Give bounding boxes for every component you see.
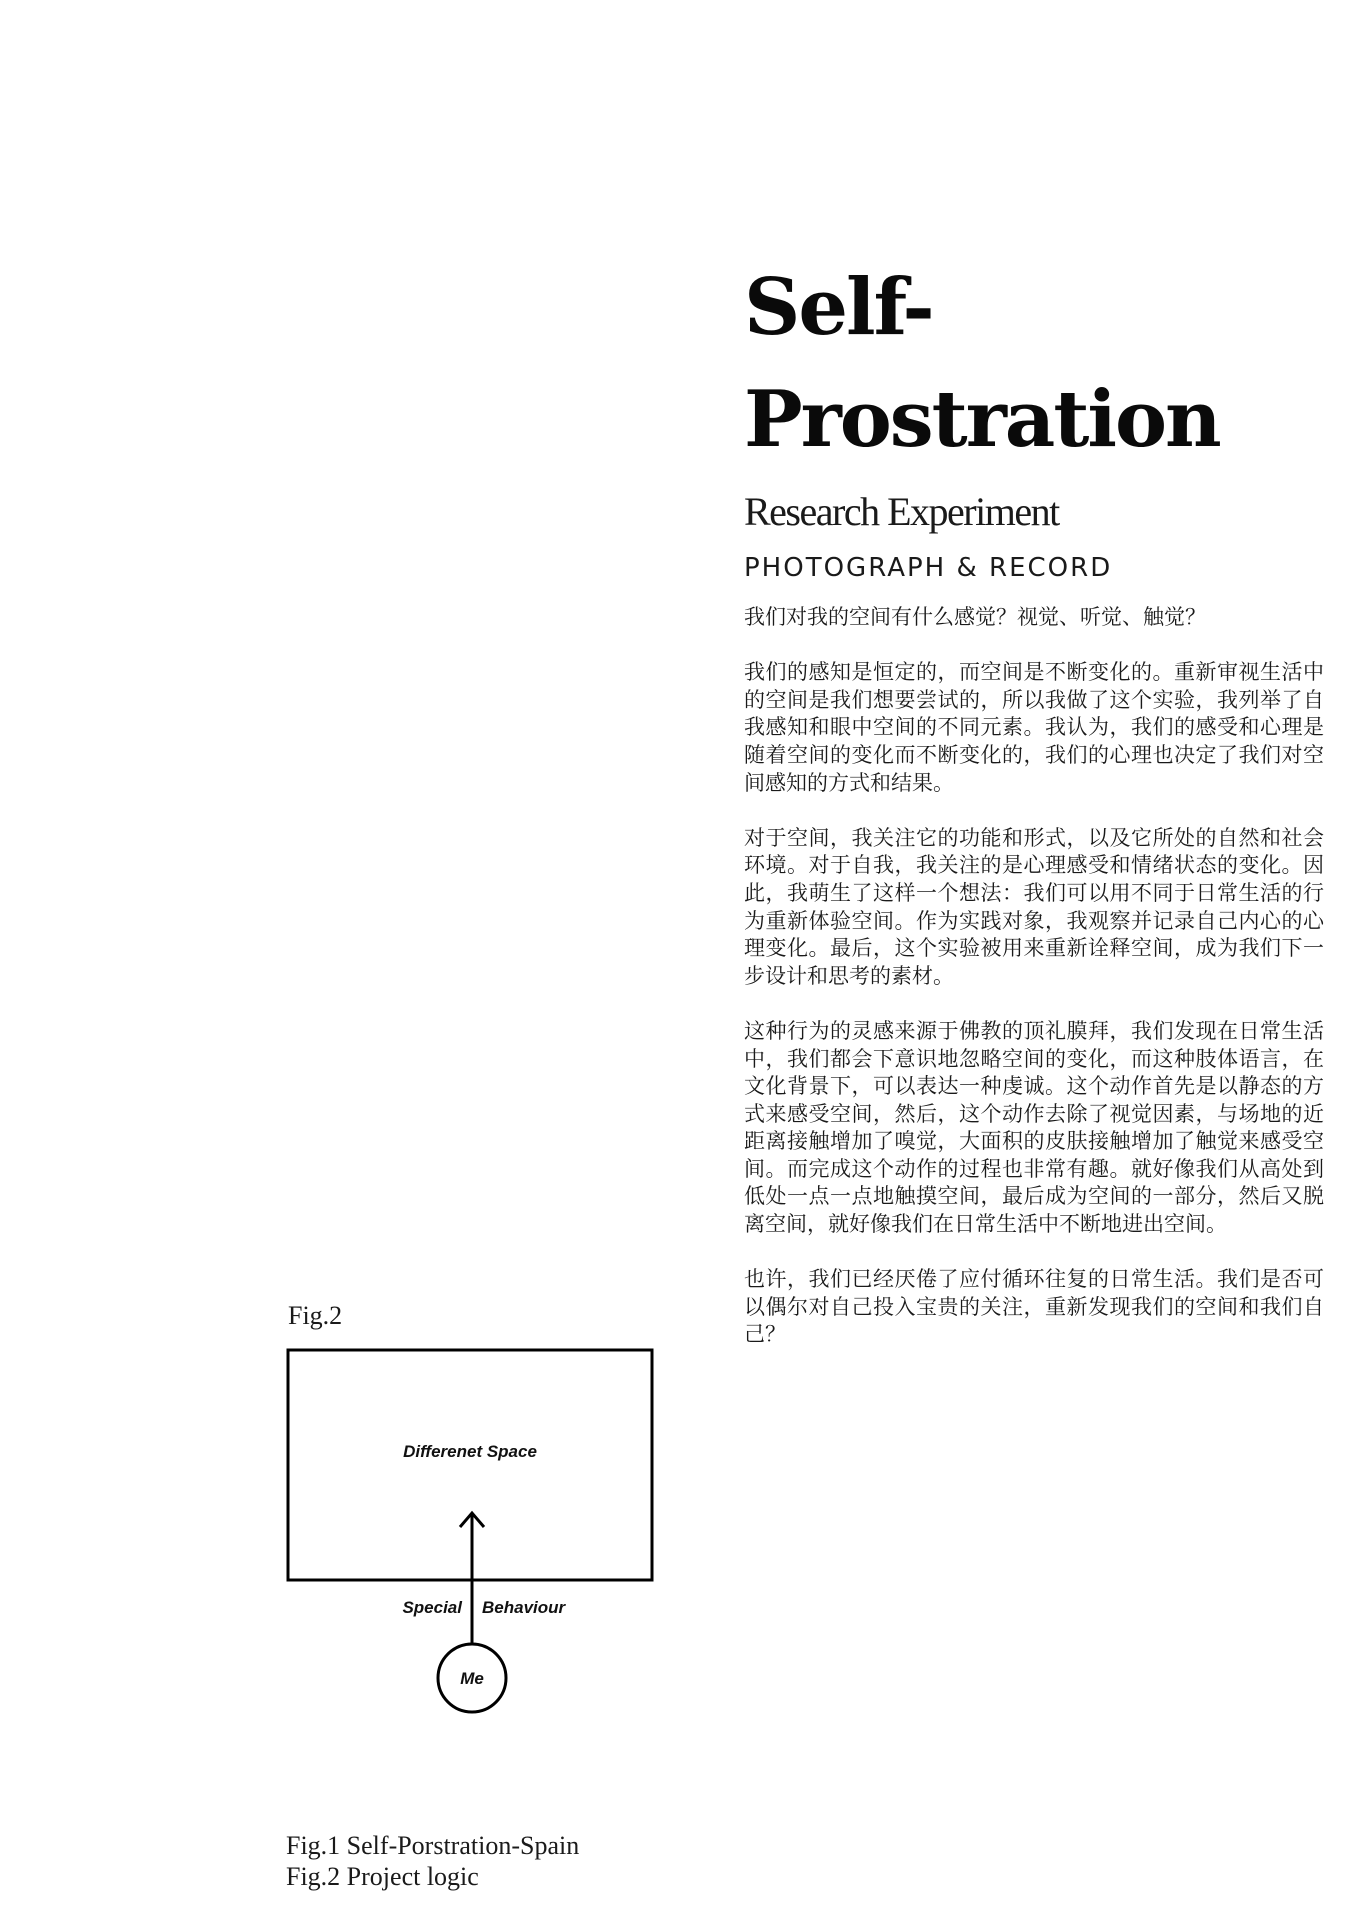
paragraph-4: 这种行为的灵感来源于佛教的顶礼膜拜，我们发现在日常生活中，我们都会下意识地忽略空间的变化，而这种肢体语言，在文化背景下，可以表达一种虔诚。这个动作首先是以静态的方式来感受空间，然后，这个动作去除了视觉因素，与场地的近距离接触增加了嗅觉，大面积的皮肤接触增加了触觉来感受空间。而完成这个动作的过程也非常有趣。就好像我们从高处到低处一点一点地触摸空间，最后成为空间的一部分，然后又脱离空间，就好像我们在日常生活中不断地进出空间。 — [744, 1018, 1324, 1237]
title-line-2: Prostration — [744, 374, 1220, 465]
body-text — [744, 604, 1324, 1377]
me-label: Me — [460, 1669, 484, 1688]
arrow-label-special: Special — [402, 1598, 462, 1617]
section-kicker: PHOTOGRAPH & RECORD — [744, 553, 1113, 583]
figure-2-label: Fig.2 — [288, 1301, 343, 1330]
paragraph-3: 对于空间，我关注它的功能和形式，以及它所处的自然和社会环境。对于自我，我关注的是心理感受和情绪状态的变化。因此，我萌生了这样一个想法：我们可以用不同于日常生活的行为重新体验空间。作为实践对象，我观察并记录自己内心的心理变化。最后，这个实验被用来重新诠释空间，成为我们下一步设计和思考的素材。 — [744, 825, 1324, 988]
arrow-label-behaviour: Behaviour — [482, 1598, 566, 1617]
space-box-label: Differenet Space — [403, 1442, 537, 1461]
caption-fig-2: Fig.2 Project logic — [286, 1862, 479, 1891]
page-title — [744, 252, 1344, 476]
caption-fig-1: Fig.1 Self-Porstration-Spain — [286, 1831, 580, 1860]
project-logic-diagram — [270, 1330, 670, 1730]
page-subtitle: Research Experiment — [744, 489, 1059, 534]
figure-captions — [286, 1830, 579, 1892]
paragraph-2: 我们的感知是恒定的，而空间是不断变化的。重新审视生活中的空间是我们想要尝试的，所以我做了这个实验，我列举了自我感知和眼中空间的不同元素。我认为，我们的感受和心理是随着空间的变化而不断变化的，我们的心理也决定了我们对空间感知的方式和结果。 — [744, 660, 1324, 795]
space-box — [288, 1350, 652, 1580]
paragraph-1: 我们对我的空间有什么感觉？视觉、听觉、触觉？ — [744, 605, 1206, 629]
title-line-1: Self- — [744, 262, 933, 353]
paragraph-5: 也许，我们已经厌倦了应付循环往复的日常生活。我们是否可以偶尔对自己投入宝贵的关注，重新发现我们的空间和我们自己？ — [744, 1267, 1324, 1347]
